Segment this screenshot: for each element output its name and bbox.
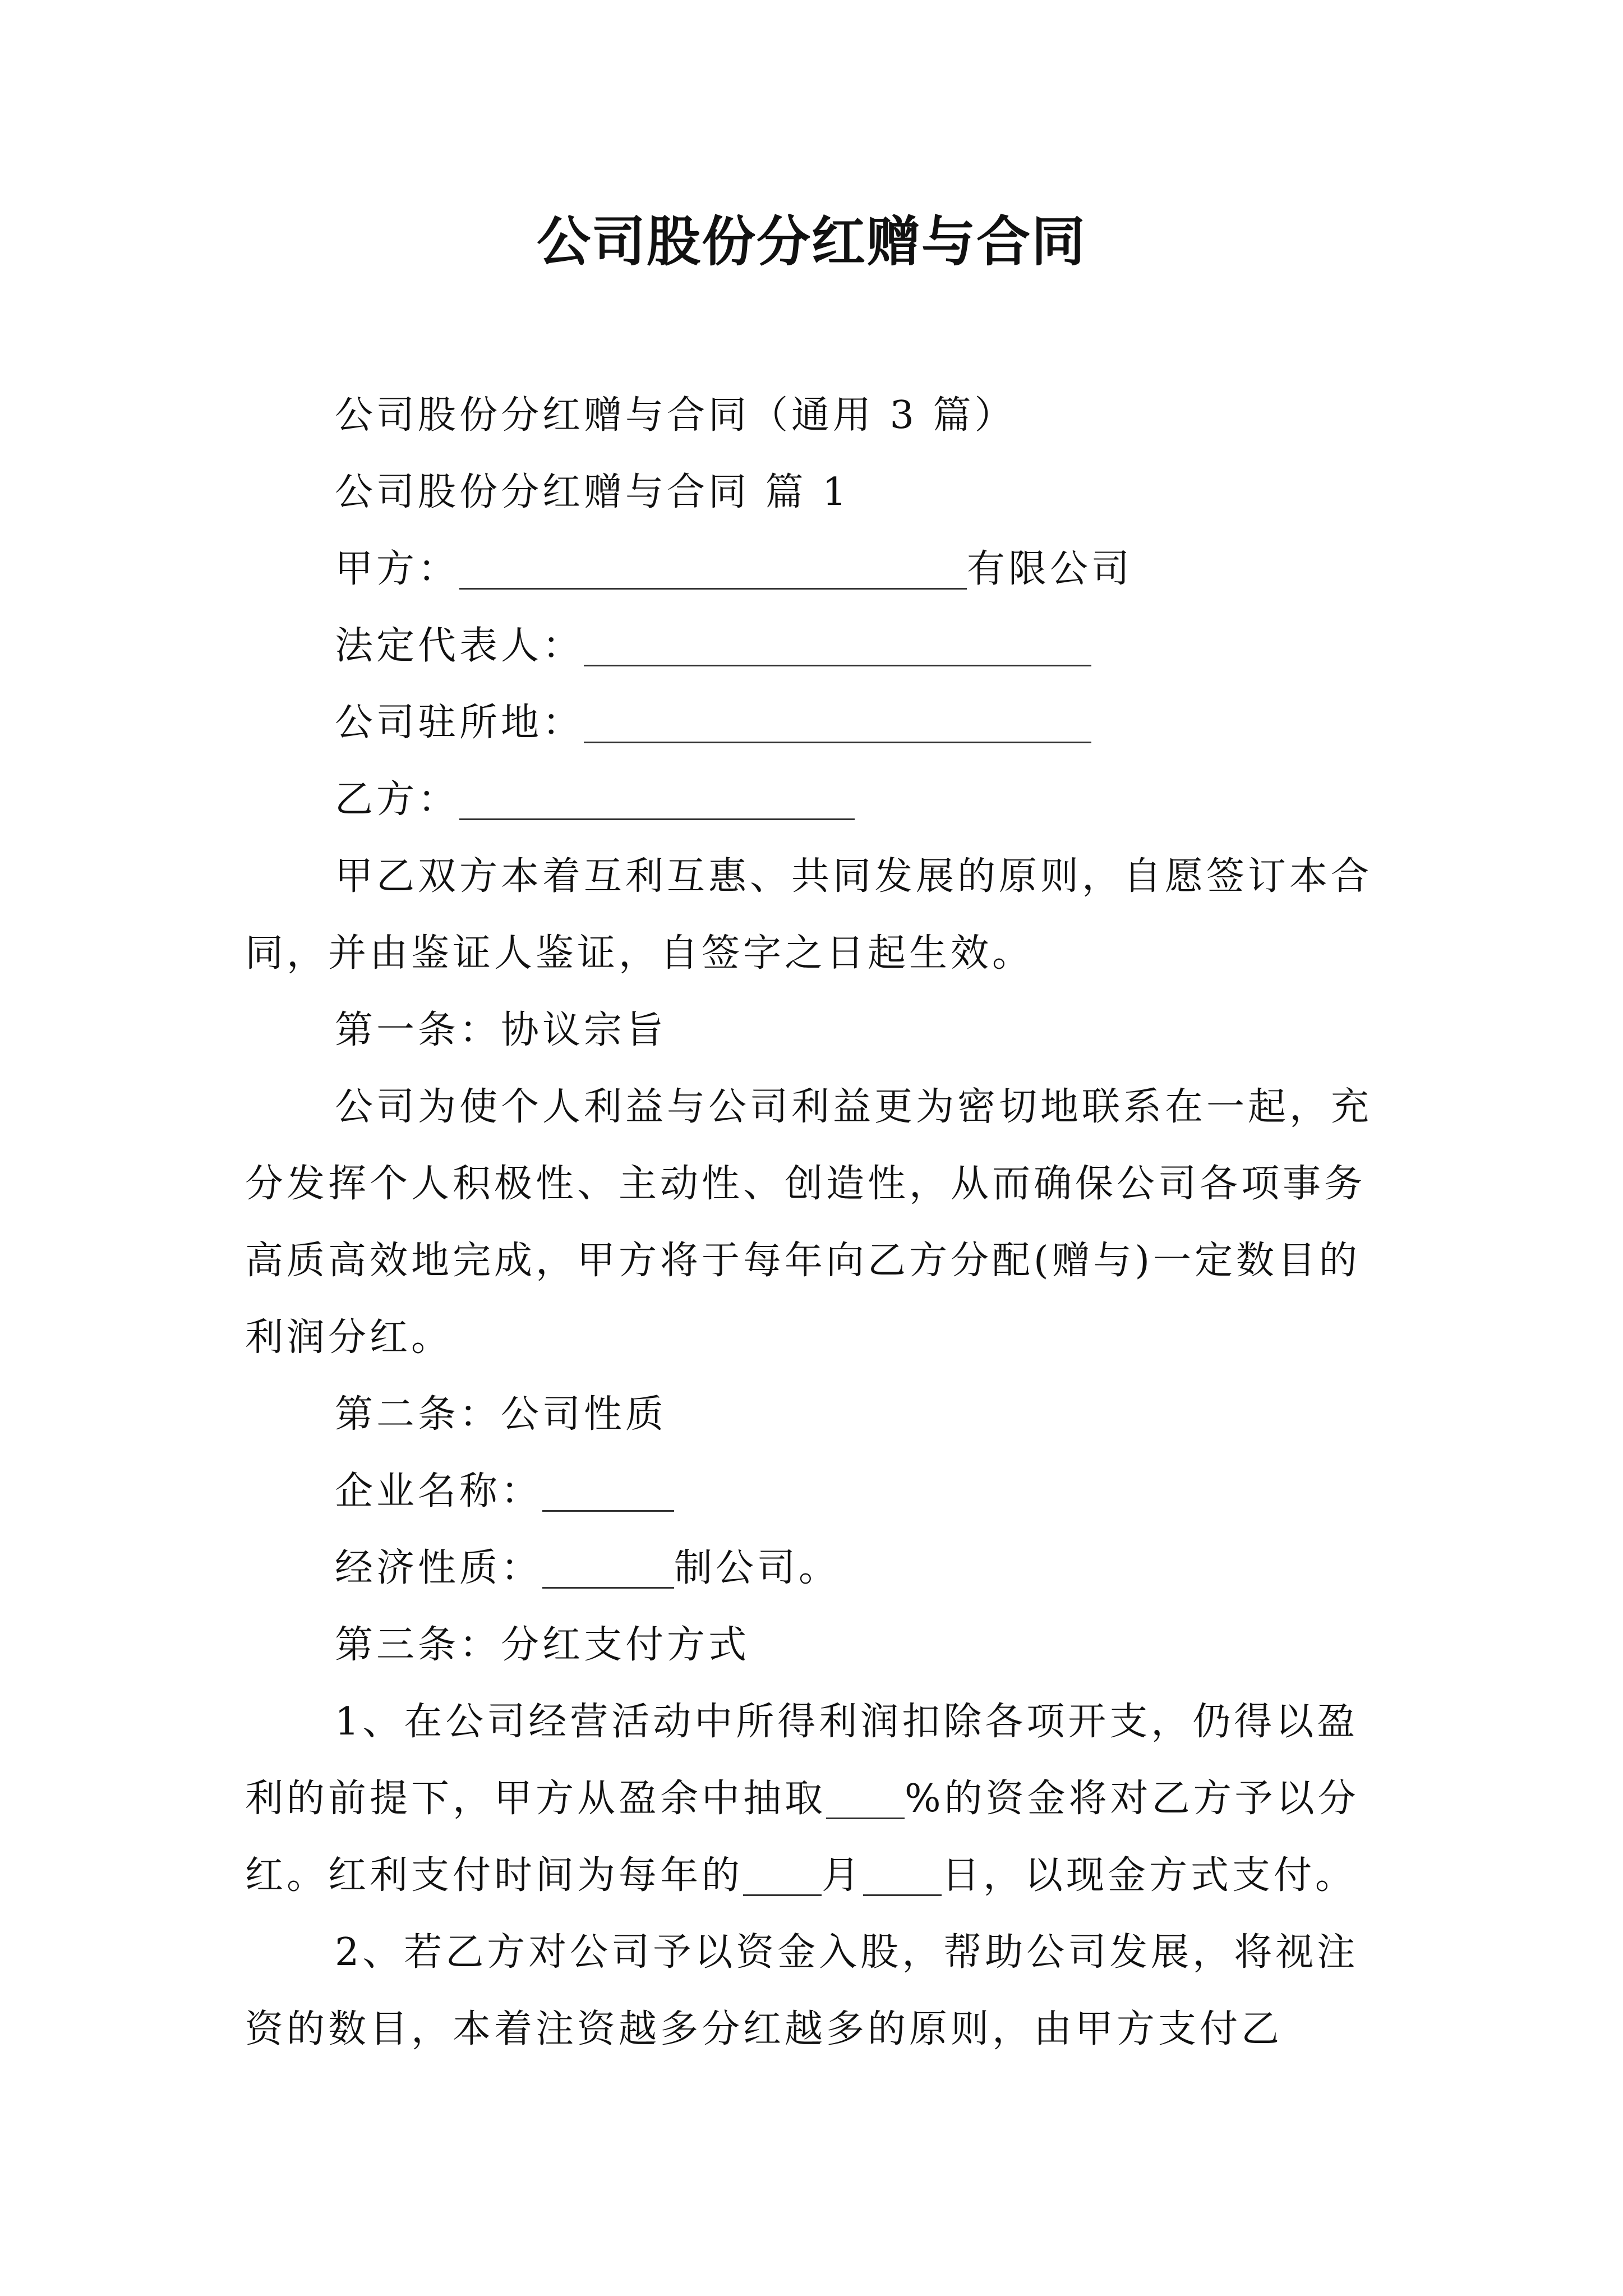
- company-name-blank: [542, 1471, 674, 1512]
- economic-nature-suffix: 制公司。: [674, 1546, 841, 1590]
- party-a-label: 甲方：: [335, 547, 460, 591]
- legal-rep-blank: [584, 625, 1091, 666]
- address-blank: [584, 702, 1091, 743]
- company-name-line: [245, 1453, 1384, 1530]
- party-b-label: 乙方：: [335, 777, 460, 822]
- month-blank: [743, 1855, 822, 1896]
- party-b-line: [245, 761, 1384, 838]
- economic-nature-line: [245, 1530, 1384, 1607]
- day-blank: [863, 1855, 942, 1896]
- percent-blank: [826, 1778, 905, 1819]
- section-heading: 公司股份分红赠与合同 篇 1: [335, 470, 850, 514]
- address-line: [245, 684, 1384, 761]
- party-b-blank: [459, 779, 855, 820]
- article1-title: 第一条：协议宗旨: [335, 1008, 667, 1052]
- party-a-suffix: 有限公司: [967, 547, 1133, 591]
- legal-rep-label: 法定代表人：: [335, 624, 584, 668]
- party-a-line: [245, 531, 1384, 608]
- subtitle: 公司股份分红赠与合同（通用 3 篇）: [335, 393, 1016, 438]
- clause1-text-c: 月: [822, 1853, 864, 1898]
- article1-body: 公司为使个人利益与公司利益更为密切地联系在一起，充分发挥个人积极性、主动性、创造性，从而确保公司各项事务高质高效地完成，甲方将于每年向乙方分配(赠与)一定数目的利润分红。: [245, 1085, 1373, 1360]
- document-title: 公司股份分红赠与合同: [537, 210, 1086, 273]
- clause1-text-d: 日，以现金方式支付。: [942, 1853, 1357, 1898]
- legal-rep-line: [245, 608, 1384, 684]
- clause1-text-a: 1、在公司经营活动中所得利润扣除各项开支，仍得以盈利的前提下，甲方从盈余中抽取: [245, 1700, 1359, 1821]
- clause2-paragraph: 2、若乙方对公司予以资金入股，帮助公司发展，将视注资的数目，本着注资越多分红越多的原则，由甲方支付乙: [245, 1930, 1359, 2051]
- article3-title: 第三条：分红支付方式: [335, 1623, 750, 1667]
- document-body: [245, 377, 1384, 2068]
- clause1-paragraph: [245, 1683, 1384, 1914]
- economic-nature-blank: [542, 1548, 674, 1589]
- intro-paragraph: 甲乙双方本着互利互惠、共同发展的原则，自愿签订本合同，并由鉴证人鉴证，自签字之日起生效。: [245, 854, 1373, 976]
- party-a-blank: [459, 549, 967, 590]
- clause1-text-b: %的资金将对乙方予以分红。红利支付时间为每年的: [245, 1777, 1359, 1898]
- article2-title: 第二条：公司性质: [335, 1392, 667, 1437]
- economic-nature-label: 经济性质：: [335, 1546, 543, 1590]
- address-label: 公司驻所地：: [335, 701, 584, 745]
- company-name-label: 企业名称：: [335, 1469, 543, 1513]
